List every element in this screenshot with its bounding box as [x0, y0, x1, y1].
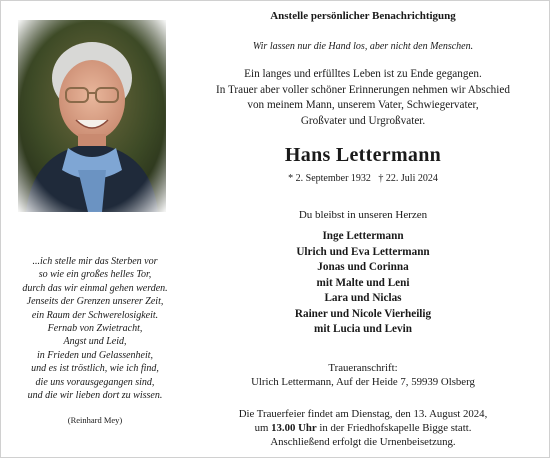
poem-author: (Reinhard Mey)	[67, 415, 123, 425]
mourners-list	[190, 229, 536, 338]
address-text: Ulrich Lettermann, Auf der Heide 7, 59939 Olsberg	[251, 376, 475, 388]
poem-line: ein Raum der Schwerelosigkeit.	[31, 309, 159, 321]
notice-motto: Wir lassen nur die Hand los, aber nicht den Menschen.	[252, 41, 474, 52]
mourner-entry: mit Malte und Leni	[316, 276, 410, 289]
mourning-address	[190, 361, 536, 389]
service-info	[190, 407, 536, 449]
intro-line: von meinem Mann, unserem Vater, Schwiegervater,	[247, 99, 479, 111]
mourner-entry: Ulrich und Eva Lettermann	[296, 245, 430, 258]
service-line-1: Die Trauerfeier findet am Dienstag, den 13. August 2024,	[238, 408, 488, 420]
poem-line: Fernab von Zwietracht,	[47, 323, 143, 335]
service-time-prefix: um	[254, 422, 272, 434]
notice-headline: Anstelle persönlicher Benachrichtigung	[270, 10, 456, 22]
poem-line: und die wir lieben dort zu wissen.	[27, 390, 163, 402]
mourner-entry: Lara und Niclas	[324, 292, 402, 304]
deceased-dates: * 2. September 1932 † 22. Juli 2024	[288, 173, 438, 184]
service-location: in der Friedhofskapelle Bigge statt.	[316, 422, 472, 434]
mourner-entry: Jonas und Corinna	[317, 261, 409, 273]
mourner-entry: mit Lucia und Levin	[314, 323, 412, 335]
poem-line: so wie ein großes helles Tor,	[38, 269, 152, 281]
farewell-text: Du bleibst in unseren Herzen	[298, 209, 428, 221]
service-line-3: Anschließend erfolgt die Urnenbeisetzung.	[270, 436, 456, 448]
poem-line: Angst und Leid,	[63, 336, 127, 348]
poem-line: ...ich stelle mir das Sterben vor	[32, 256, 158, 267]
deceased-name: Hans Lettermann	[284, 144, 442, 166]
intro-text	[190, 67, 536, 129]
service-line-2	[190, 421, 536, 435]
mourner-entry: Rainer und Nicole Vierheilig	[294, 307, 432, 320]
intro-line: In Trauer aber voller schöner Erinnerungen nehmen wir Abschied	[216, 83, 510, 96]
poem-line: durch das wir einmal gehen werden.	[22, 282, 168, 294]
poem-line: die uns vorausgegangen sind,	[35, 376, 155, 388]
intro-line: Ein langes und erfülltes Leben ist zu Ende gegangen.	[244, 68, 482, 80]
intro-line: Großvater und Urgroßvater.	[300, 114, 426, 127]
portrait-photo	[18, 20, 166, 212]
mourner-entry: Inge Lettermann	[322, 230, 404, 242]
address-label: Traueranschrift:	[328, 362, 398, 374]
service-time: 13.00 Uhr	[271, 422, 317, 434]
poem-line: und es ist tröstlich, wie ich find,	[31, 363, 159, 375]
poem-line: Jenseits der Grenzen unserer Zeit,	[26, 296, 164, 308]
poem-line: in Frieden und Gelassenheit,	[36, 349, 154, 361]
poem	[6, 255, 184, 402]
